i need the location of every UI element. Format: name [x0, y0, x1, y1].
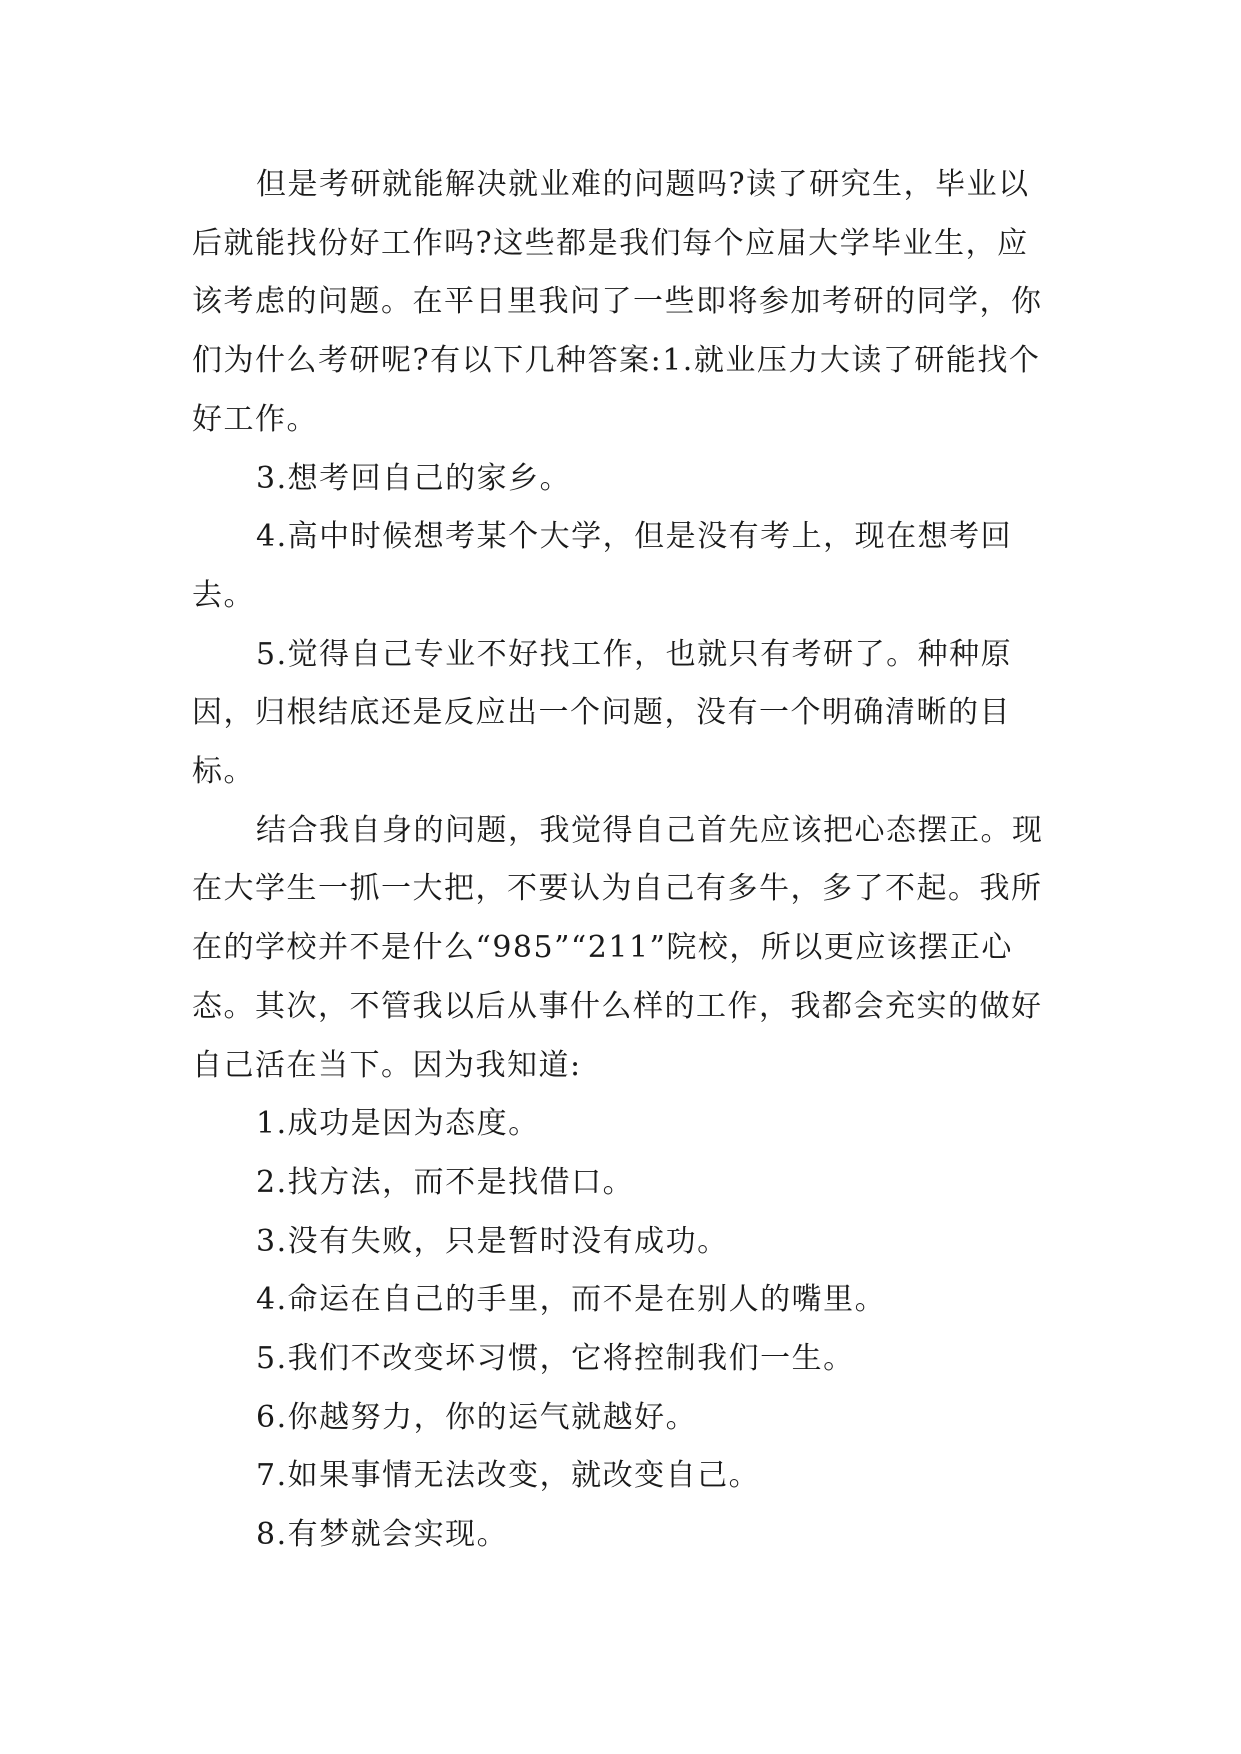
- list-item-3: 3.没有失败，只是暂时没有成功。: [256, 1223, 729, 1259]
- list-item-7: 7.如果事情无法改变，就改变自己。: [256, 1458, 761, 1494]
- paragraph-reason-3: 3.想考回自己的家乡。: [256, 460, 572, 496]
- list-item-6: 6.你越努力，你的运气就越好。: [256, 1399, 698, 1435]
- list-item-4: 4.命运在自己的手里，而不是在别人的嘴里。: [256, 1282, 887, 1318]
- list-item-1: 1.成功是因为态度。: [256, 1106, 540, 1142]
- list-item-5: 5.我们不改变坏习惯，它将控制我们一生。: [256, 1341, 855, 1377]
- paragraph-reason-5: 5.觉得自己专业不好找工作，也就只有考研了。种种原因，归根结底还是反应出一个问题，没有一个明确清晰的目标。: [192, 636, 1013, 790]
- paragraph-exam-question: 但是考研就能解决就业难的问题吗?读了研究生，毕业以后就能找份好工作吗?这些都是我们每个应届大学毕业生，应该考虑的问题。在平日里我问了一些即将参加考研的同学，你们为什么考研呢?有以下几种答案:1.就业压力大读了研能找个好工作。: [192, 167, 1043, 437]
- document-body: [192, 156, 1052, 1565]
- paragraph-self-reflection: 结合我自身的问题，我觉得自己首先应该把心态摆正。现在大学生一抓一大把，不要认为自己有多牛，多了不起。我所在的学校并不是什么“985”“211”院校，所以更应该摆正心态。其次，不管我以后从事什么样的工作，我都会充实的做好自己活在当下。因为我知道:: [192, 812, 1044, 1083]
- list-item-8: 8.有梦就会实现。: [256, 1517, 509, 1553]
- paragraph-reason-4: 4.高中时候想考某个大学，但是没有考上，现在想考回去。: [192, 519, 1013, 613]
- list-item-2: 2.找方法，而不是找借口。: [256, 1164, 635, 1200]
